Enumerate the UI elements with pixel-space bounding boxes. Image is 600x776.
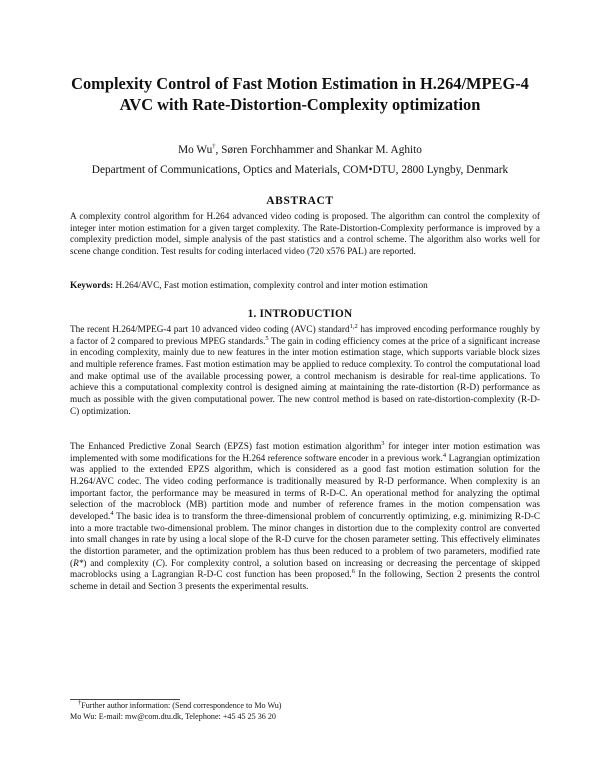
affiliation: Department of Communications, Optics and Materials, COM•DTU, 2800 Lyngby, Denmark <box>91 164 509 176</box>
footnote-1-text: Further author information: (Send correspondence to Mo Wu) <box>81 701 282 710</box>
author-names-rest: , Søren Forchhammer and Shankar M. Aghito <box>215 144 422 156</box>
p2-text-c: Lagrangian optimization was applied to the extended EPZS algorithm, which is considered as a good fast motion estimation solution for the H.264/AVC codec. The video coding performance is traditionally measured by R-D performance. When complexity is an important factor, the performance may be measured in terms of R-D-C. An operational method for analyzing the optimal selection of the macroblock (MB) partition mode and number of reference frames in the motion compensation was developed. <box>70 453 541 522</box>
p2-text-f: ). For complexity control, a solution based on increasing or decreasing the percentage of skipped macroblocks using a Lagrangian R-D-C cost function has been proposed. <box>70 558 540 581</box>
footnote-mark: † <box>78 699 82 707</box>
p2-text-e: ) and complexity ( <box>83 558 156 569</box>
footnote-divider <box>70 699 180 700</box>
keywords <box>70 281 540 293</box>
math-symbol-rstar: R* <box>73 558 84 569</box>
p2-text-g: In the following, Section 2 presents the control scheme in detail and Section 3 presents the experimental results. <box>70 570 540 592</box>
p2-text-a: The Enhanced Predictive Zonal Search (EPZS) fast motion estimation algorithm <box>70 442 382 452</box>
abstract-text: A complexity control algorithm for H.264 advanced video coding is proposed. The algorithm can control the complexity of integer inter motion estimation for a given target complexity. The Rate-Distortion-Complexity performance is improved by a complexity prediction model, simple analysis of the past statistics and a control scheme. The algorithm also works well for scene change condition. Test results for coding interlaced video (720 x576 PAL) are reported. <box>70 212 540 257</box>
author-name-primary: Mo Wu <box>178 144 213 156</box>
citation-ref: 6 <box>351 568 355 576</box>
p1-text-a: The recent H.264/MPEG-4 part 10 advanced video coding (AVC) standard <box>70 325 350 335</box>
abstract-heading: ABSTRACT <box>266 195 334 207</box>
intro-paragraph-1 <box>70 322 540 418</box>
paper-title: Complexity Control of Fast Motion Estimation in H.264/MPEG-4 AVC with Rate-Distortion-Complexity optimization <box>71 74 529 114</box>
citation-ref: 1,2 <box>349 322 358 330</box>
author-footnote-mark: † <box>212 143 216 151</box>
math-symbol-c: C <box>155 558 162 569</box>
p1-text-c: The gain in coding efficiency comes at the price of a significant increase in encoding complexity, mainly due to new features in the inter motion estimation stage, which supports variable block sizes and multiple reference frames. Fast motion estimation may be applied to reduce complexity. To control the computational load and make optimal use of the available processing power, a control mechanism is desirable for real-time applications. To achieve this a computational complexity control is designed aiming at maintaining the rate-distortion (R-D) performance as much as possible with the given computational power. The new control method is based on rate-distortion-complexity (R-D-C) optimization. <box>70 336 540 417</box>
citation-ref: 5 <box>265 334 269 342</box>
footnote-1 <box>70 701 540 711</box>
intro-paragraph-2 <box>70 439 541 594</box>
keywords-text: H.264/AVC, Fast motion estimation, complexity control and inter motion estimation <box>115 281 428 291</box>
p1-text-b: has improved encoding performance roughly by a factor of 2 compared to previous MPEG standards. <box>70 325 540 347</box>
footnote-2: Mo Wu: E-mail: mw@com.dtu.dk, Telephone: +45 45 25 36 20 <box>70 712 276 721</box>
section-heading-introduction: 1. INTRODUCTION <box>247 308 353 320</box>
citation-ref: 4 <box>442 451 447 459</box>
author-list <box>60 143 540 157</box>
keywords-label: Keywords: <box>70 281 114 291</box>
citation-ref: 4 <box>110 509 114 517</box>
p2-text-b: for integer inter motion estimation was implemented with some modifications for the H.264 reference software encoder in a previous work. <box>70 442 540 464</box>
p2-text-d: The basic idea is to transform the three-dimensional problem of concurrently optimizing, e.g. minimizing R-D-C into a more tractable two-dimensional problem. The minor changes in distortion due to the complexity control are converted into small changes in rate by using a local slope of the R-D curve for the chosen parameter setting. This effectively eliminates the distortion parameter, and the optimization problem has thus been reduced to a problem of two parameters, modified rate ( <box>70 511 540 569</box>
citation-ref: 3 <box>381 439 385 447</box>
